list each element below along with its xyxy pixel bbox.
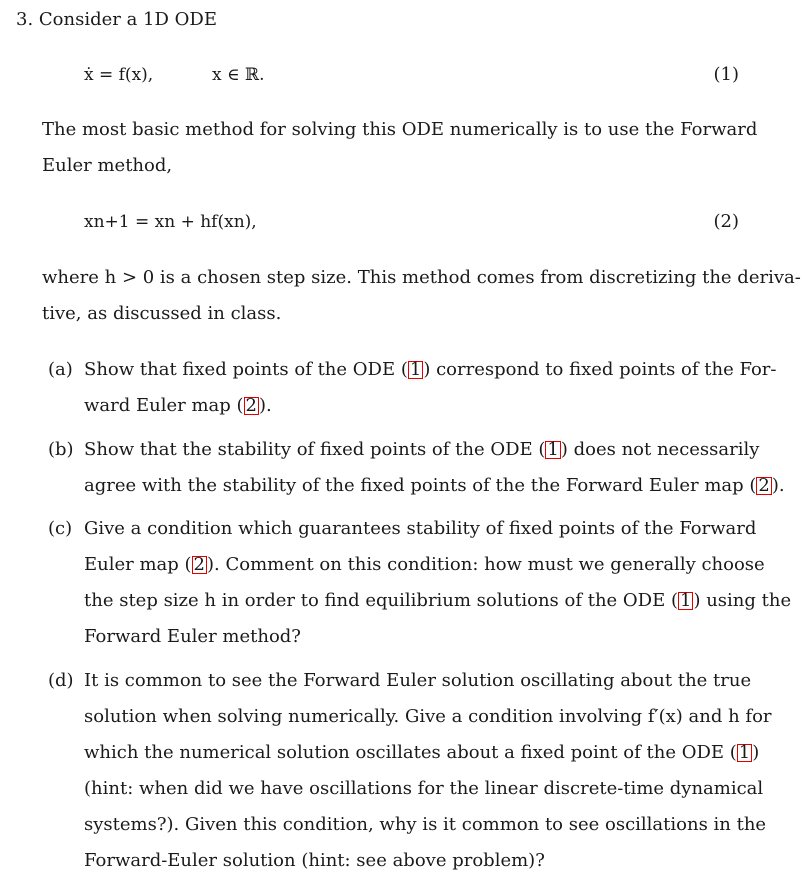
part-c-line-2: Euler map ( 2 ). Comment on this condition: how must we generally choose [84, 554, 765, 575]
equation-ref-link[interactable]: 2 [193, 554, 205, 575]
intro-line-1: The most basic method for solving this ODE numerically is to use the Forward [42, 119, 758, 140]
part-d-line-5: systems?). Given this condition, why is it common to see oscillations in the [84, 814, 767, 835]
after-line-1: where h > 0 is a chosen step size. This method comes from discretizing the deriva- [42, 267, 801, 288]
equation-1-domain: x ∈ ℝ. [212, 65, 265, 85]
part-b-line-1: Show that the stability of fixed points of the ODE ( 1 ) does not necessarily [84, 439, 760, 460]
part-a-line-2: ward Euler map ( 2 ). [84, 395, 272, 416]
equation-ref-link[interactable]: 1 [679, 590, 692, 611]
equation-ref-link[interactable]: 2 [245, 395, 257, 416]
after-line-2: tive, as discussed in class. [42, 303, 282, 324]
part-a-label: (a) [48, 359, 73, 380]
part-c-line-4: Forward Euler method? [84, 626, 301, 647]
part-b-line-2: agree with the stability of the fixed points of the the Forward Euler map ( 2 ). [84, 475, 785, 496]
part-c-label: (c) [48, 518, 73, 539]
equation-2: xn+1 = xn + hf(xn), [84, 212, 257, 232]
part-d-line-2: solution when solving numerically. Give a condition involving f′(x) and h for [84, 706, 772, 727]
part-b-label: (b) [48, 439, 74, 460]
part-d-label: (d) [48, 670, 74, 691]
equation-1-lhs: ẋ = f(x), [84, 65, 154, 85]
equation-ref-link[interactable]: 1 [409, 359, 422, 380]
equation-ref-link[interactable]: 1 [738, 742, 751, 763]
equation-1-number: (1) [713, 64, 739, 85]
part-d-line-6: Forward-Euler solution (hint: see above problem)? [84, 850, 545, 871]
equation-ref-link[interactable]: 2 [758, 475, 770, 496]
problem-heading: 3. Consider a 1D ODE [16, 9, 217, 30]
equation-ref-link[interactable]: 1 [547, 439, 559, 460]
part-d-line-1: It is common to see the Forward Euler solution oscillating about the true [84, 670, 752, 691]
part-c-line-1: Give a condition which guarantees stability of fixed points of the Forward [84, 518, 757, 539]
intro-line-2: Euler method, [42, 155, 173, 176]
equation-2-number: (2) [713, 211, 739, 232]
part-d-line-4: (hint: when did we have oscillations for the linear discrete-time dynamical [84, 778, 764, 799]
part-c-line-3: the step size h in order to find equilibrium solutions of the ODE ( 1 ) using the [84, 590, 792, 611]
part-d-line-3: which the numerical solution oscillates about a fixed point of the ODE ( 1 ) [84, 742, 760, 763]
part-a-line-1: Show that fixed points of the ODE ( 1 ) correspond to fixed points of the For- [84, 359, 777, 380]
